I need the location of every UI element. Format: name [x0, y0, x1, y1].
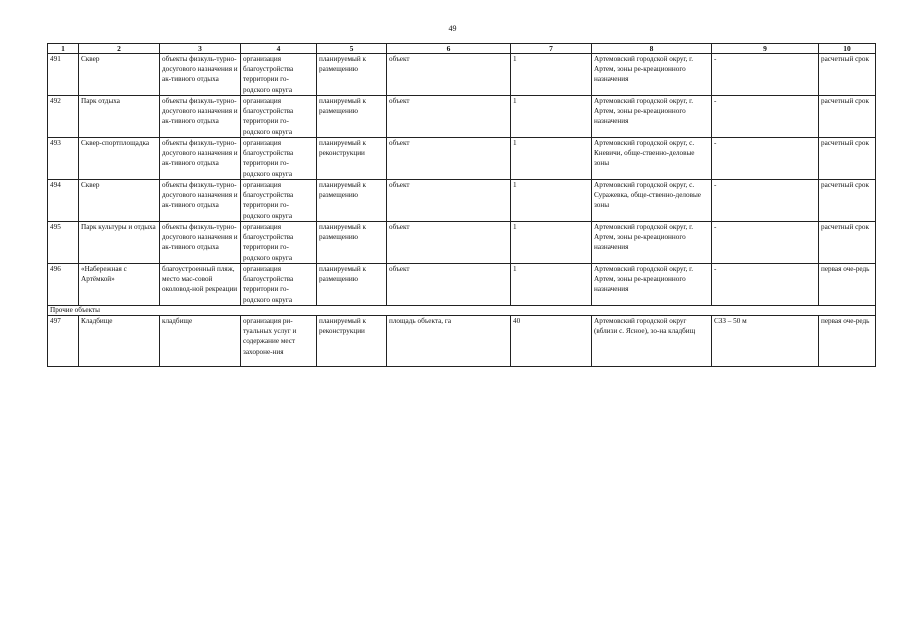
object-zone: -	[712, 96, 819, 138]
object-type: объекты физкуль-турно-досугового назначения и ак-тивного отдыха	[160, 138, 241, 180]
object-location: Артемовский городской округ, с. Суражевка, обще-ственно-деловые зоны	[592, 180, 712, 222]
objects-table	[47, 43, 876, 367]
object-name: Сквер	[79, 54, 160, 96]
object-status: планируемый к реконструкции	[317, 316, 387, 367]
object-characteristic: объект	[387, 222, 511, 264]
column-header: 3	[160, 44, 241, 54]
row-number: 492	[48, 96, 79, 138]
object-term: расчетный срок	[819, 180, 876, 222]
object-location: Артемовский городской округ (вблизи с. Ясное), зо-на кладбищ	[592, 316, 712, 367]
object-type: объекты физкуль-турно-досугового назначения и ак-тивного отдыха	[160, 96, 241, 138]
object-name: Парк культуры и отдыха	[79, 222, 160, 264]
object-location: Артемовский городской округ, г. Артем, зоны ре-креационного назначения	[592, 222, 712, 264]
object-type: кладбище	[160, 316, 241, 367]
object-name: Сквер	[79, 180, 160, 222]
object-purpose: организация благоустройства территории го-родского округа	[241, 54, 317, 96]
object-location: Артемовский городской округ, г. Артем, зоны ре-креационного назначения	[592, 264, 712, 306]
object-quantity: 40	[511, 316, 592, 367]
column-header: 5	[317, 44, 387, 54]
object-quantity: 1	[511, 138, 592, 180]
object-characteristic: объект	[387, 54, 511, 96]
table-row	[48, 180, 876, 222]
object-quantity: 1	[511, 264, 592, 306]
column-header: 7	[511, 44, 592, 54]
object-type: объекты физкуль-турно-досугового назначения и ак-тивного отдыха	[160, 54, 241, 96]
object-term: расчетный срок	[819, 96, 876, 138]
object-type: благоустроенный пляж, место мас-совой околовод-ной рекреации	[160, 264, 241, 306]
row-number: 494	[48, 180, 79, 222]
table-row	[48, 54, 876, 96]
object-zone: -	[712, 54, 819, 96]
object-characteristic: объект	[387, 180, 511, 222]
object-zone: -	[712, 138, 819, 180]
column-header: 1	[48, 44, 79, 54]
object-status: планируемый к реконструкции	[317, 138, 387, 180]
table-row	[48, 138, 876, 180]
object-characteristic: объект	[387, 138, 511, 180]
object-status: планируемый к размещению	[317, 54, 387, 96]
object-status: планируемый к размещению	[317, 180, 387, 222]
object-term: расчетный срок	[819, 54, 876, 96]
object-name: Парк отдыха	[79, 96, 160, 138]
object-type: объекты физкуль-турно-досугового назначения и ак-тивного отдыха	[160, 180, 241, 222]
section-title: Прочие объекты	[48, 306, 876, 316]
column-header: 8	[592, 44, 712, 54]
column-header: 9	[712, 44, 819, 54]
column-header: 10	[819, 44, 876, 54]
row-number: 493	[48, 138, 79, 180]
header-row	[48, 44, 876, 54]
table-row	[48, 316, 876, 367]
object-term: расчетный срок	[819, 138, 876, 180]
object-term: расчетный срок	[819, 222, 876, 264]
object-zone: -	[712, 222, 819, 264]
row-number: 495	[48, 222, 79, 264]
object-quantity: 1	[511, 180, 592, 222]
object-location: Артемовский городской округ, с. Кневичи, обще-ственно-деловые зоны	[592, 138, 712, 180]
object-status: планируемый к размещению	[317, 264, 387, 306]
table-row	[48, 222, 876, 264]
object-characteristic: объект	[387, 264, 511, 306]
object-name: Кладбище	[79, 316, 160, 367]
section-row	[48, 306, 876, 316]
object-quantity: 1	[511, 96, 592, 138]
column-header: 6	[387, 44, 511, 54]
object-quantity: 1	[511, 222, 592, 264]
object-quantity: 1	[511, 54, 592, 96]
object-name: Сквер-спортплощадка	[79, 138, 160, 180]
table-row	[48, 96, 876, 138]
object-type: объекты физкуль-турно-досугового назначения и ак-тивного отдыха	[160, 222, 241, 264]
row-number: 496	[48, 264, 79, 306]
table-row	[48, 264, 876, 306]
object-characteristic: объект	[387, 96, 511, 138]
object-purpose: организация благоустройства территории го-родского округа	[241, 222, 317, 264]
object-zone: -	[712, 180, 819, 222]
object-zone: СЗЗ – 50 м	[712, 316, 819, 367]
column-header: 2	[79, 44, 160, 54]
column-header: 4	[241, 44, 317, 54]
object-purpose: организация благоустройства территории го-родского округа	[241, 96, 317, 138]
object-purpose: организация благоустройства территории го-родского округа	[241, 138, 317, 180]
object-purpose: организация благоустройства территории го-родского округа	[241, 180, 317, 222]
object-term: первая оче-редь	[819, 264, 876, 306]
row-number: 497	[48, 316, 79, 367]
object-characteristic: площадь объекта, га	[387, 316, 511, 367]
object-name: «Набережная с Артёмкой»	[79, 264, 160, 306]
object-term: первая оче-редь	[819, 316, 876, 367]
object-purpose: организация благоустройства территории го-родского округа	[241, 264, 317, 306]
row-number: 491	[48, 54, 79, 96]
object-status: планируемый к размещению	[317, 222, 387, 264]
object-zone: -	[712, 264, 819, 306]
object-location: Артемовский городской округ, г. Артем, зоны ре-креационного назначения	[592, 96, 712, 138]
object-location: Артемовский городской округ, г. Артем, зоны ре-креационного назначения	[592, 54, 712, 96]
page-number: 49	[448, 24, 457, 33]
object-status: планируемый к размещению	[317, 96, 387, 138]
object-purpose: организация ри-туальных услуг и содержание мест захороне-ния	[241, 316, 317, 367]
